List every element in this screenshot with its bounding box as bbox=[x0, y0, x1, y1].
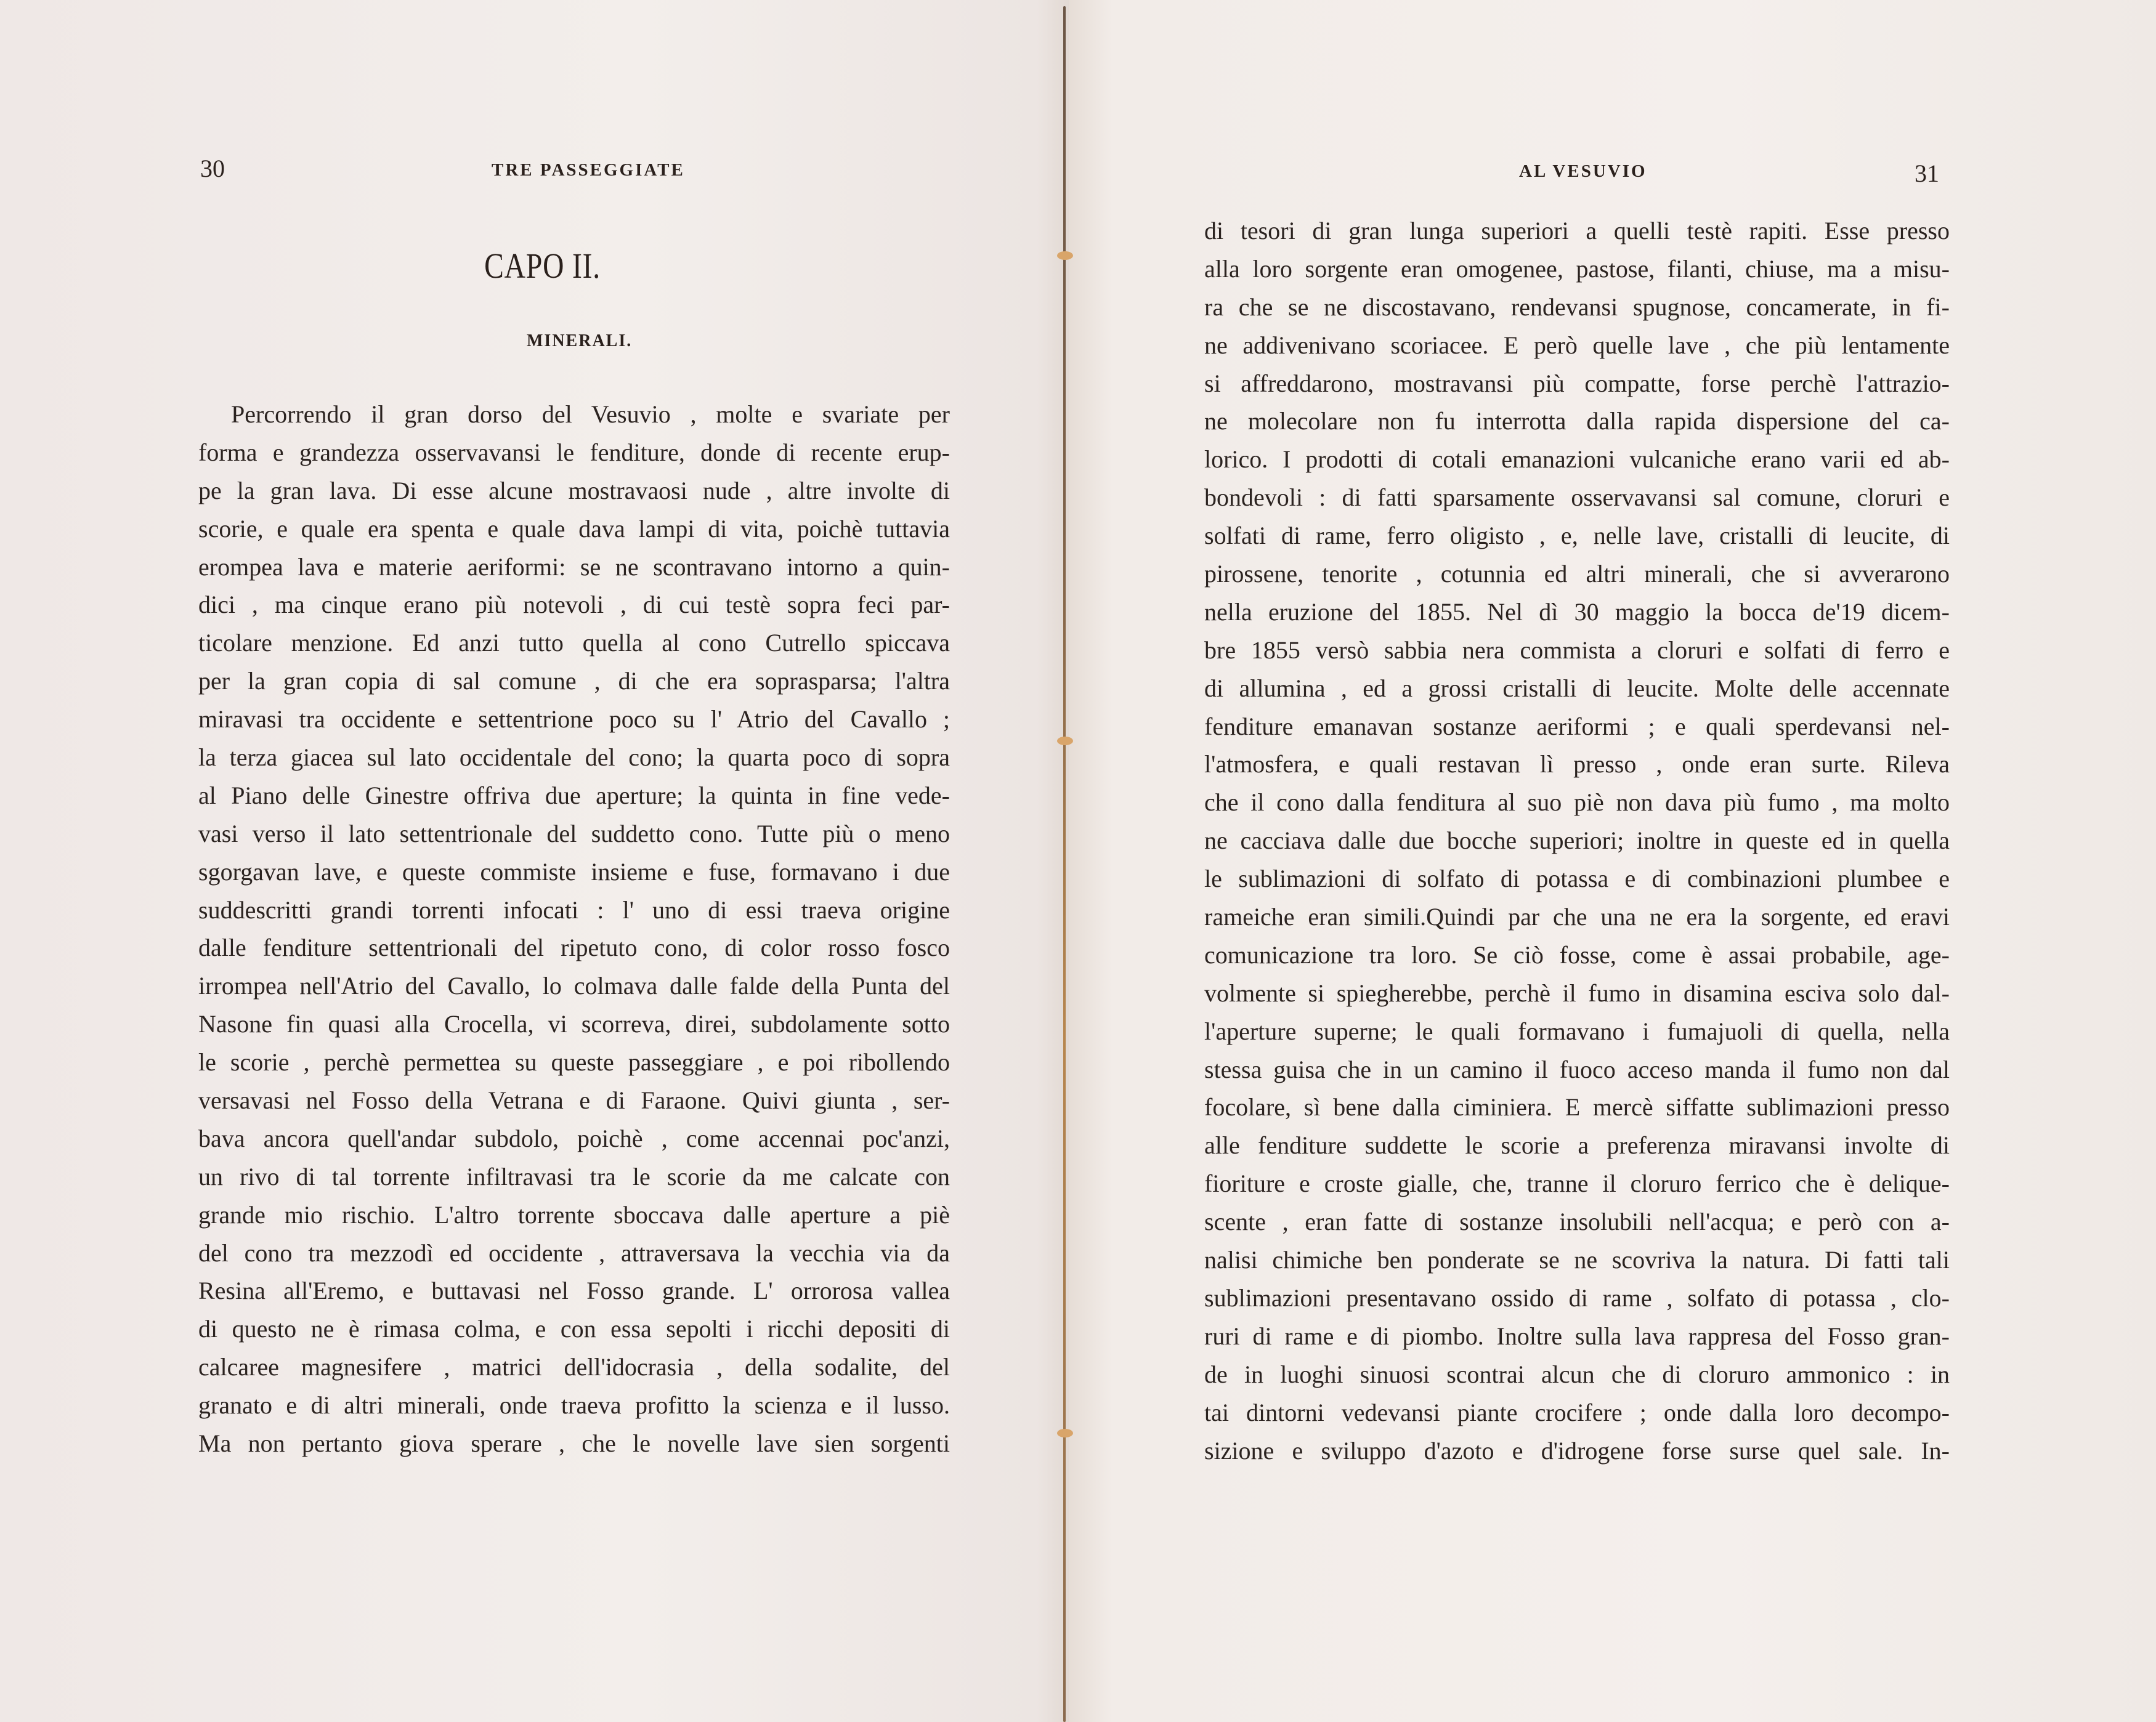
text-line: Ma non pertanto giova sperare , che le novelle lave sien sorgenti bbox=[198, 1429, 950, 1458]
text-line: rameiche eran simili.Quindi par che una ne era la sorgente, ed eravi bbox=[1204, 903, 1950, 931]
text-line: alle fenditure suddette le scorie a preferenza miravansi involte di bbox=[1204, 1131, 1950, 1160]
text-line: la terza giacea sul lato occidentale del cono; la quarta poco di sopra bbox=[198, 743, 950, 772]
text-line: forma e grandezza osservavansi le fenditure, donde di recente erup- bbox=[198, 438, 950, 466]
text-line: de in luoghi sinuosi scontrai alcun che di cloruro ammonico : in bbox=[1204, 1360, 1950, 1388]
text-line: le sublimazioni di solfato di potassa e di combinazioni plumbee e bbox=[1204, 865, 1950, 893]
text-line: volmente si spiegherebbe, perchè il fumo in disamina esciva solo dal- bbox=[1204, 979, 1950, 1007]
text-line: Percorrendo il gran dorso del Vesuvio , molte e svariate per bbox=[231, 400, 950, 428]
text-line: irrompea nell'Atrio del Cavallo, lo colmava dalle falde della Punta del bbox=[198, 972, 950, 1000]
text-line: lorico. I prodotti di cotali emanazioni vulcaniche erano varii ed ab- bbox=[1204, 445, 1950, 474]
right-page bbox=[1069, 0, 2156, 1722]
body-text bbox=[1204, 212, 1950, 1469]
text-line: si affreddarono, mostravansi più compatte, forse perchè l'attrazio- bbox=[1204, 369, 1950, 397]
gutter-stain bbox=[1057, 1429, 1073, 1437]
body-text bbox=[198, 395, 950, 1463]
text-line: granato e di altri minerali, onde traeva profitto la scienza e il lusso. bbox=[198, 1391, 950, 1420]
text-line: del cono tra mezzodì ed occidente , attraversava la vecchia via da bbox=[198, 1239, 950, 1267]
text-line: bava ancora quell'andar subdolo, poichè , come accennai poc'anzi, bbox=[198, 1124, 950, 1152]
text-line: grande mio rischio. L'altro torrente sboccava dalle aperture a piè bbox=[198, 1200, 950, 1229]
gutter-stain bbox=[1057, 251, 1073, 260]
section-title: MINERALI. bbox=[527, 331, 633, 350]
text-line: Nasone fin quasi alla Crocella, vi scorreva, direi, subdolamente sotto bbox=[198, 1010, 950, 1038]
text-line: ne cacciava dalle due bocche superiori; inoltre in queste ed in quella bbox=[1204, 827, 1950, 855]
text-line: pe la gran lava. Di esse alcune mostravaosi nude , altre involte di bbox=[198, 476, 950, 504]
chapter-title: CAPO II. bbox=[484, 246, 601, 286]
text-line: scorie, e quale era spenta e quale dava lampi di vita, poichè tuttavia bbox=[198, 514, 950, 543]
text-line: sublimazioni presentavano ossido di rame , solfato di potassa , clo- bbox=[1204, 1283, 1950, 1312]
text-line: sizione e sviluppo d'azoto e d'idrogene forse surse quel sale. In- bbox=[1204, 1436, 1950, 1465]
text-line: un rivo di tal torrente infiltravasi tra le scorie da me calcate con bbox=[198, 1162, 950, 1190]
text-line: di tesori di gran lunga superiori a quelli testè rapiti. Esse presso bbox=[1204, 217, 1950, 245]
text-line: l'atmosfera, e quali restavan lì presso , onde eran surte. Rileva bbox=[1204, 750, 1950, 778]
text-line: le scorie , perchè permettea su queste passeggiare , e poi ribollendo bbox=[198, 1048, 950, 1077]
text-line: l'aperture superne; le quali formavano i fumajuoli di quella, nella bbox=[1204, 1017, 1950, 1045]
text-line: suddescritti grandi torrenti infocati : l' uno di essi traeva origine bbox=[198, 895, 950, 924]
text-line: alla loro sorgente eran omogenee, pastose, filanti, chiuse, ma a misu- bbox=[1204, 254, 1950, 283]
text-line: tai dintorni vedevansi piante crocifere ; onde dalla loro decompo- bbox=[1204, 1398, 1950, 1426]
page-number: 31 bbox=[1915, 160, 1939, 187]
book-gutter bbox=[1063, 6, 1066, 1722]
text-line: dici , ma cinque erano più notevoli , di cui testè sopra feci par- bbox=[198, 591, 950, 619]
text-line: ticolare menzione. Ed anzi tutto quella al cono Cutrello spiccava bbox=[198, 629, 950, 657]
text-line: bondevoli : di fatti sparsamente osservavansi sal comune, cloruri e bbox=[1204, 483, 1950, 512]
text-line: che il cono dalla fenditura al suo piè non dava più fumo , ma molto bbox=[1204, 788, 1950, 817]
text-line: ra che se ne discostavano, rendevansi spugnose, concamerate, in fi- bbox=[1204, 293, 1950, 321]
text-line: di allumina , ed a grossi cristalli di leucite. Molte delle accennate bbox=[1204, 674, 1950, 702]
left-page bbox=[0, 0, 1069, 1722]
text-line: vasi verso il lato settentrionale del suddetto cono. Tutte più o meno bbox=[198, 819, 950, 847]
text-line: dalle fenditure settentrionali del ripetuto cono, di color rosso fosco bbox=[198, 934, 950, 962]
running-head: AL VESUVIO bbox=[1519, 161, 1647, 181]
page-number: 30 bbox=[200, 155, 225, 182]
text-line: erompea lava e materie aeriformi: se ne scontravano intorno a quin- bbox=[198, 552, 950, 581]
text-line: bre 1855 versò sabbia nera commista a cloruri e solfati di ferro e bbox=[1204, 636, 1950, 664]
text-line: ne molecolare non fu interrotta dalla rapida dispersione del ca- bbox=[1204, 407, 1950, 435]
text-line: solfati di rame, ferro oligisto , e, nelle lave, cristalli di leucite, di bbox=[1204, 522, 1950, 550]
text-line: fioriture e croste gialle, che, tranne il cloruro ferrico che è delique- bbox=[1204, 1170, 1950, 1198]
text-line: scente , eran fatte di sostanze insolubili nell'acqua; e però con a- bbox=[1204, 1208, 1950, 1236]
text-line: nalisi chimiche ben ponderate se ne scovriva la natura. Di fatti tali bbox=[1204, 1246, 1950, 1274]
text-line: versavasi nel Fosso della Vetrana e di Faraone. Quivi giunta , ser- bbox=[198, 1086, 950, 1115]
text-line: stessa guisa che in un camino il fuoco acceso manda il fumo non dal bbox=[1204, 1055, 1950, 1083]
text-line: ruri di rame e di piombo. Inoltre sulla lava rappresa del Fosso gran- bbox=[1204, 1322, 1950, 1350]
text-line: ne addivenivano scoriacee. E però quelle lave , che più lentamente bbox=[1204, 331, 1950, 359]
text-line: Resina all'Eremo, e buttavasi nel Fosso grande. L' orrorosa vallea bbox=[198, 1277, 950, 1305]
text-line: al Piano delle Ginestre offriva due aperture; la quinta in fine vede- bbox=[198, 781, 950, 809]
running-head: TRE PASSEGGIATE bbox=[492, 160, 685, 180]
text-line: fenditure emanavan sostanze aeriformi ; e quali sperdevansi nel- bbox=[1204, 712, 1950, 740]
gutter-stain bbox=[1057, 737, 1073, 745]
text-line: di questo ne è rimasa colma, e con essa sepolti i ricchi depositi di bbox=[198, 1315, 950, 1343]
text-line: focolare, sì bene dalla ciminiera. E mercè siffatte sublimazioni presso bbox=[1204, 1093, 1950, 1122]
text-line: comunicazione tra loro. Se ciò fosse, come è assai probabile, age- bbox=[1204, 940, 1950, 969]
text-line: sgorgavan lave, e queste commiste insieme e fuse, formavano i due bbox=[198, 857, 950, 886]
text-line: calcaree magnesifere , matrici dell'idocrasia , della sodalite, del bbox=[198, 1353, 950, 1381]
text-line: nella eruzione del 1855. Nel dì 30 maggio la bocca de'19 dicem- bbox=[1204, 597, 1950, 626]
text-line: miravasi tra occidente e settentrione poco su l' Atrio del Cavallo ; bbox=[198, 705, 950, 734]
text-line: pirossene, tenorite , cotunnia ed altri minerali, che si avverarono bbox=[1204, 560, 1950, 588]
text-line: per la gran copia di sal comune , di che era soprasparsa; l'altra bbox=[198, 667, 950, 695]
